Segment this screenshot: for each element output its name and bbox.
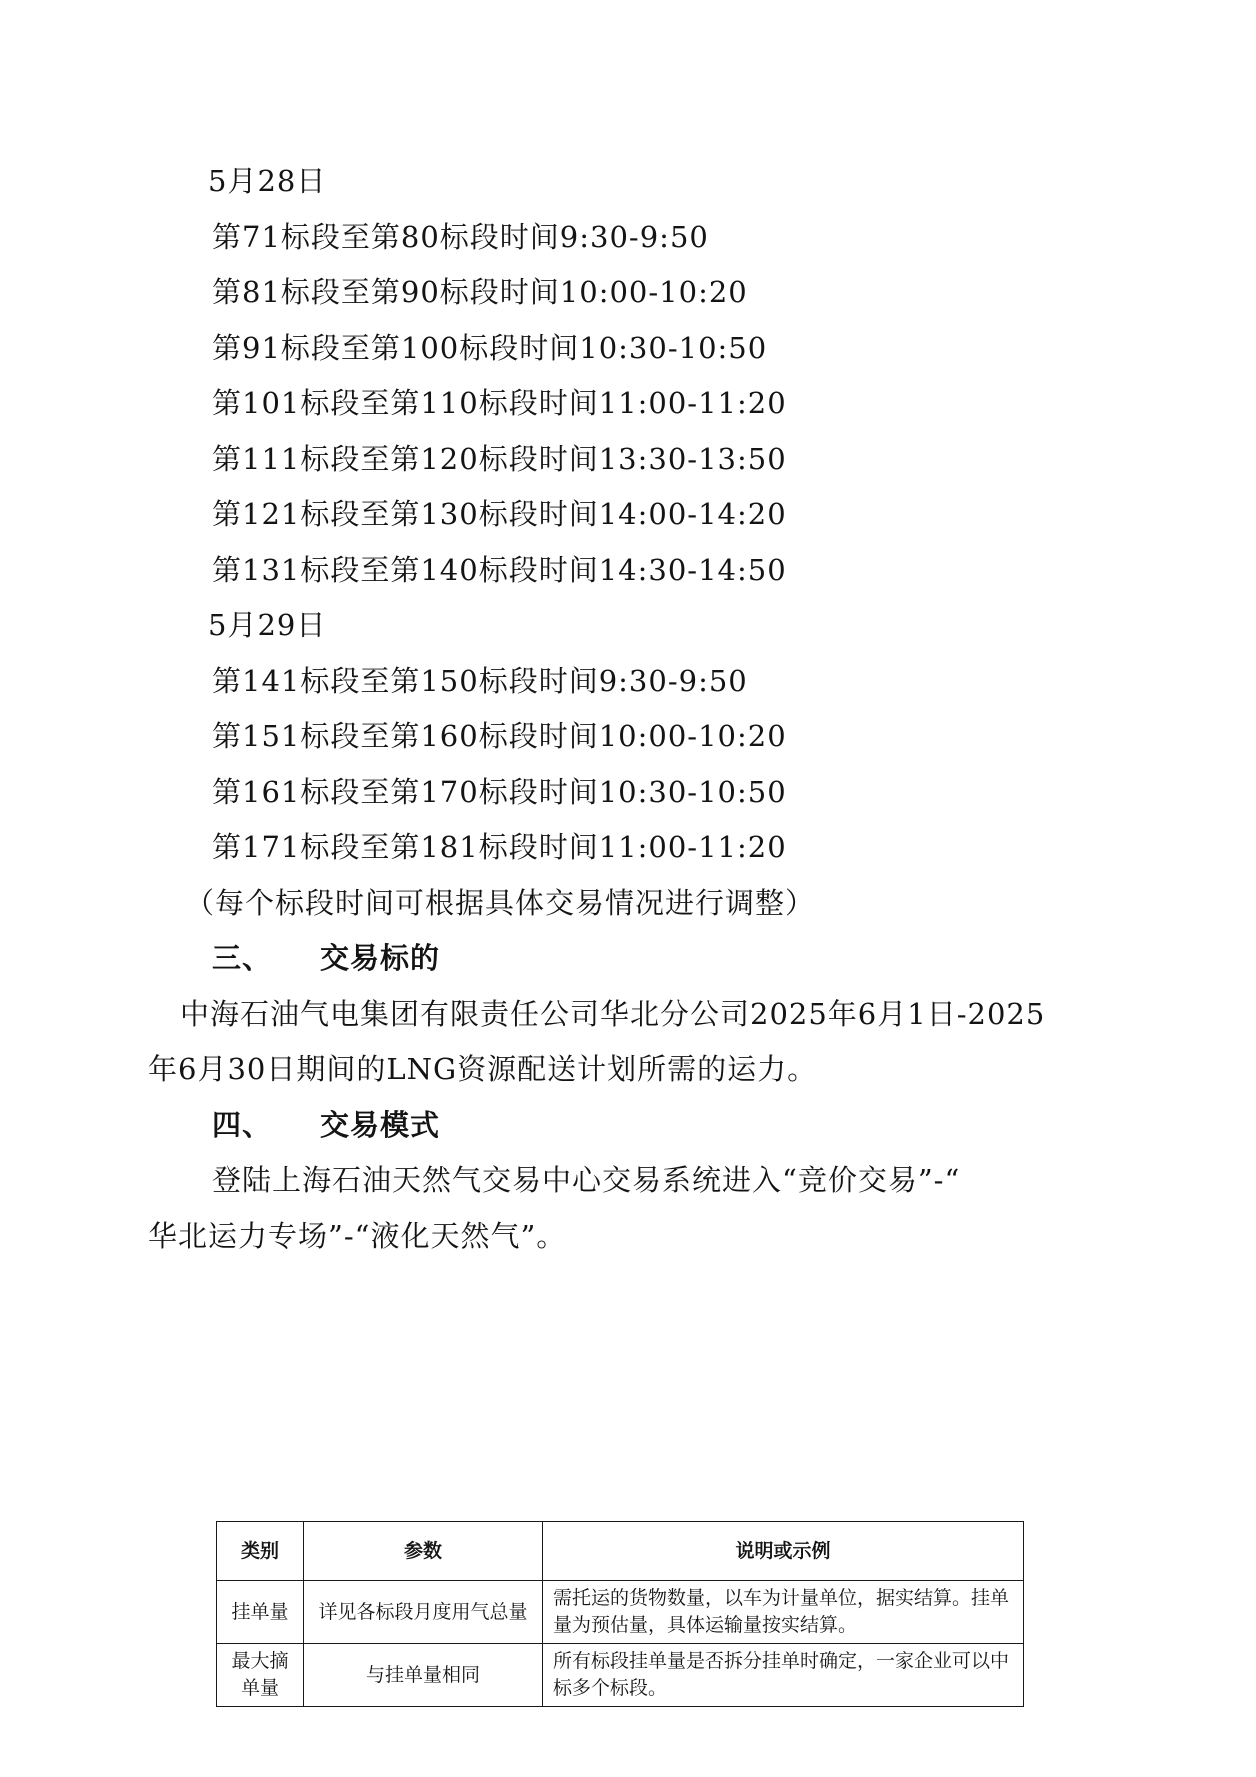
table-header-param: 参数 (304, 1522, 543, 1581)
schedule-date-1: 5月28日 (208, 164, 327, 198)
table-cell-desc: 所有标段挂单量是否拆分挂单时确定，一家企业可以中标多个标段。 (543, 1644, 1024, 1707)
section-4-body-line-2: 华北运力专场”-“液化天然气”。 (148, 1219, 567, 1253)
table-row (217, 1644, 1024, 1707)
section-3-body-line-1: 中海石油气电集团有限责任公司华北分公司2025年6月1日-2025 (180, 997, 1046, 1031)
section-3-heading (212, 938, 440, 978)
section-4-title: 交易模式 (320, 1108, 441, 1142)
schedule-item: 第81标段至第90标段时间10:00-10:20 (212, 275, 748, 309)
parameter-table (216, 1521, 1024, 1707)
schedule-item: 第171标段至第181标段时间11:00-11:20 (212, 830, 787, 864)
schedule-date-2: 5月29日 (208, 608, 327, 642)
table-header-row (217, 1522, 1024, 1581)
section-4-heading (212, 1105, 440, 1145)
schedule-item: 第101标段至第110标段时间11:00-11:20 (212, 386, 787, 420)
table-cell-param: 详见各标段月度用气总量 (304, 1581, 543, 1644)
table-cell-param: 与挂单量相同 (304, 1644, 543, 1707)
schedule-note: （每个标段时间可根据具体交易情况进行调整） (185, 886, 816, 920)
section-3-title: 交易标的 (320, 941, 441, 975)
section-4-body-line-1: 登陆上海石油天然气交易中心交易系统进入“竞价交易”-“ (212, 1163, 961, 1197)
schedule-item: 第151标段至第160标段时间10:00-10:20 (212, 719, 787, 753)
table-cell-category: 挂单量 (217, 1581, 304, 1644)
schedule-item: 第141标段至第150标段时间9:30-9:50 (212, 664, 748, 698)
table-row (217, 1581, 1024, 1644)
schedule-item: 第131标段至第140标段时间14:30-14:50 (212, 553, 787, 587)
schedule-item: 第111标段至第120标段时间13:30-13:50 (212, 442, 787, 476)
table-cell-category: 最大摘单量 (217, 1644, 304, 1707)
section-3-number: 三、 (212, 941, 273, 975)
section-4-number: 四、 (212, 1108, 273, 1142)
schedule-item: 第161标段至第170标段时间10:30-10:50 (212, 775, 787, 809)
table-header-category: 类别 (217, 1522, 304, 1581)
table-header-desc: 说明或示例 (543, 1522, 1024, 1581)
table-cell-desc: 需托运的货物数量，以车为计量单位，据实结算。挂单量为预估量，具体运输量按实结算。 (543, 1581, 1024, 1644)
schedule-item: 第121标段至第130标段时间14:00-14:20 (212, 497, 787, 531)
schedule-item: 第71标段至第80标段时间9:30-9:50 (212, 220, 709, 254)
schedule-item: 第91标段至第100标段时间10:30-10:50 (212, 331, 768, 365)
section-3-body-line-2: 年6月30日期间的LNG资源配送计划所需的运力。 (148, 1052, 818, 1086)
